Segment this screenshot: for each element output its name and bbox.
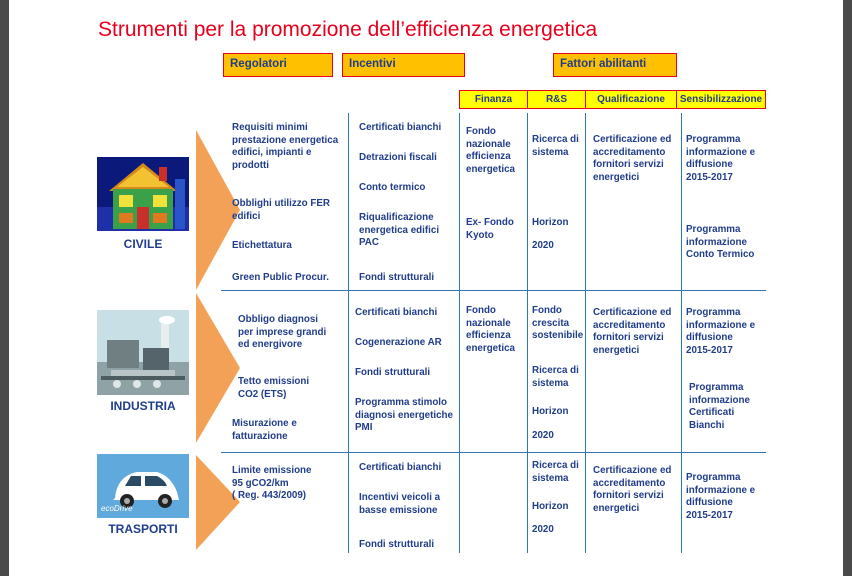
civile-incentivi-item: Detrazioni fiscali bbox=[359, 152, 437, 163]
sector-label-trasporti: TRASPORTI bbox=[108, 522, 178, 536]
civile-qualificazione-item: Certificazione ed accreditamento fornitori servizi energetici bbox=[593, 134, 672, 183]
trasporti-incentivi-item: Certificati bianchi bbox=[359, 462, 442, 473]
slide bbox=[9, 0, 843, 576]
industria-finanza-item: Fondo nazionale efficienza energetica bbox=[466, 305, 516, 354]
industria-rs-item: Ricerca di sistema bbox=[532, 365, 579, 389]
trasporti-rs-item: 2020 bbox=[532, 524, 554, 535]
sector-label-industria: INDUSTRIA bbox=[110, 399, 176, 413]
civile-incentivi-item: Conto termico bbox=[359, 182, 426, 193]
subheader-rs: R&S bbox=[527, 90, 586, 109]
industria-rs-item: 2020 bbox=[532, 430, 554, 441]
column-divider bbox=[527, 113, 528, 553]
civile-incentivi-item: Fondi strutturali bbox=[359, 272, 435, 283]
industria-incentivi-item: Fondi strutturali bbox=[355, 367, 431, 378]
civile-rs-item: Ricerca di sistema bbox=[532, 134, 579, 158]
civile-rs-item: 2020 bbox=[532, 240, 554, 251]
ecodrive-car-image bbox=[97, 454, 189, 518]
industria-incentivi-item: Programma stimolo diagnosi energetiche PMI bbox=[355, 397, 453, 434]
header-fattori-abilitanti: Fattori abilitanti bbox=[553, 53, 677, 77]
header-incentivi: Incentivi bbox=[342, 53, 465, 77]
civile-regolatori-item: Green Public Procur. bbox=[232, 272, 329, 283]
trasporti-incentivi-item: Fondi strutturali bbox=[359, 539, 435, 550]
industria-regolatori-item: Tetto emissioni CO2 (ETS) bbox=[238, 376, 310, 400]
trasporti-rs-item: Ricerca di sistema bbox=[532, 460, 579, 484]
industria-sensibilizzazione-item: Programma informazione Certificati Bianchi bbox=[689, 382, 750, 431]
trasporti-rs-item: Horizon bbox=[532, 501, 569, 512]
industria-sensibilizzazione-item: Programma informazione e diffusione 2015-2017 bbox=[686, 307, 756, 356]
industrial-plant-image bbox=[97, 310, 189, 395]
trasporti-sensibilizzazione-item: Programma informazione e diffusione 2015-2017 bbox=[686, 472, 756, 521]
subheader-qualificazione: Qualificazione bbox=[585, 90, 677, 109]
civile-regolatori-item: Etichettatura bbox=[232, 240, 292, 251]
trasporti-regolatori-item: Limite emissione 95 gCO2/km ( Reg. 443/2009) bbox=[232, 465, 312, 502]
civile-sensibilizzazione-item: Programma informazione Conto Termico bbox=[686, 224, 755, 261]
row-divider bbox=[221, 290, 766, 291]
industria-incentivi-item: Cogenerazione AR bbox=[355, 337, 442, 348]
slide-title: Strumenti per la promozione dell’efficienza energetica bbox=[98, 18, 598, 41]
column-divider bbox=[585, 113, 586, 553]
sector-label-civile: CIVILE bbox=[123, 237, 163, 251]
industria-rs-item: Horizon bbox=[532, 406, 569, 417]
civile-incentivi-item: Certificati bianchi bbox=[359, 122, 442, 133]
subheader-finanza: Finanza bbox=[459, 90, 528, 109]
industria-qualificazione-item: Certificazione ed accreditamento fornitori servizi energetici bbox=[593, 307, 672, 356]
header-regolatori: Regolatori bbox=[223, 53, 333, 77]
civile-regolatori-item: Obblighi utilizzo FER edifici bbox=[232, 198, 330, 222]
thermal-house-image bbox=[97, 157, 189, 231]
column-divider bbox=[459, 113, 460, 553]
subheader-sensibilizzazione: Sensibilizzazione bbox=[676, 90, 766, 109]
civile-sensibilizzazione-item: Programma informazione e diffusione 2015-2017 bbox=[686, 134, 756, 183]
civile-regolatori-item: Requisiti minimi prestazione energetica edifici, impianti e prodotti bbox=[232, 122, 339, 171]
industria-rs-item: Fondo crescita sostenibile bbox=[532, 305, 584, 342]
civile-finanza-item: Fondo nazionale efficienza energetica bbox=[466, 126, 516, 175]
industria-regolatori-item: Misurazione e fatturazione bbox=[232, 418, 297, 442]
ecodrive-label: ecoDrive bbox=[101, 504, 133, 513]
trasporti-incentivi-item: Incentivi veicoli a basse emissione bbox=[359, 492, 441, 516]
civile-finanza-item: Ex- Fondo Kyoto bbox=[466, 217, 514, 241]
row-divider bbox=[221, 452, 766, 453]
industria-regolatori-item: Obbligo diagnosi per imprese grandi ed energivore bbox=[238, 314, 327, 351]
trasporti-qualificazione-item: Certificazione ed accreditamento fornitori servizi energetici bbox=[593, 465, 672, 514]
column-divider bbox=[681, 113, 682, 553]
column-divider bbox=[348, 113, 349, 553]
civile-rs-item: Horizon bbox=[532, 217, 569, 228]
civile-incentivi-item: Riqualificazione energetica edifici PAC bbox=[359, 212, 440, 249]
industria-incentivi-item: Certificati bianchi bbox=[355, 307, 438, 318]
